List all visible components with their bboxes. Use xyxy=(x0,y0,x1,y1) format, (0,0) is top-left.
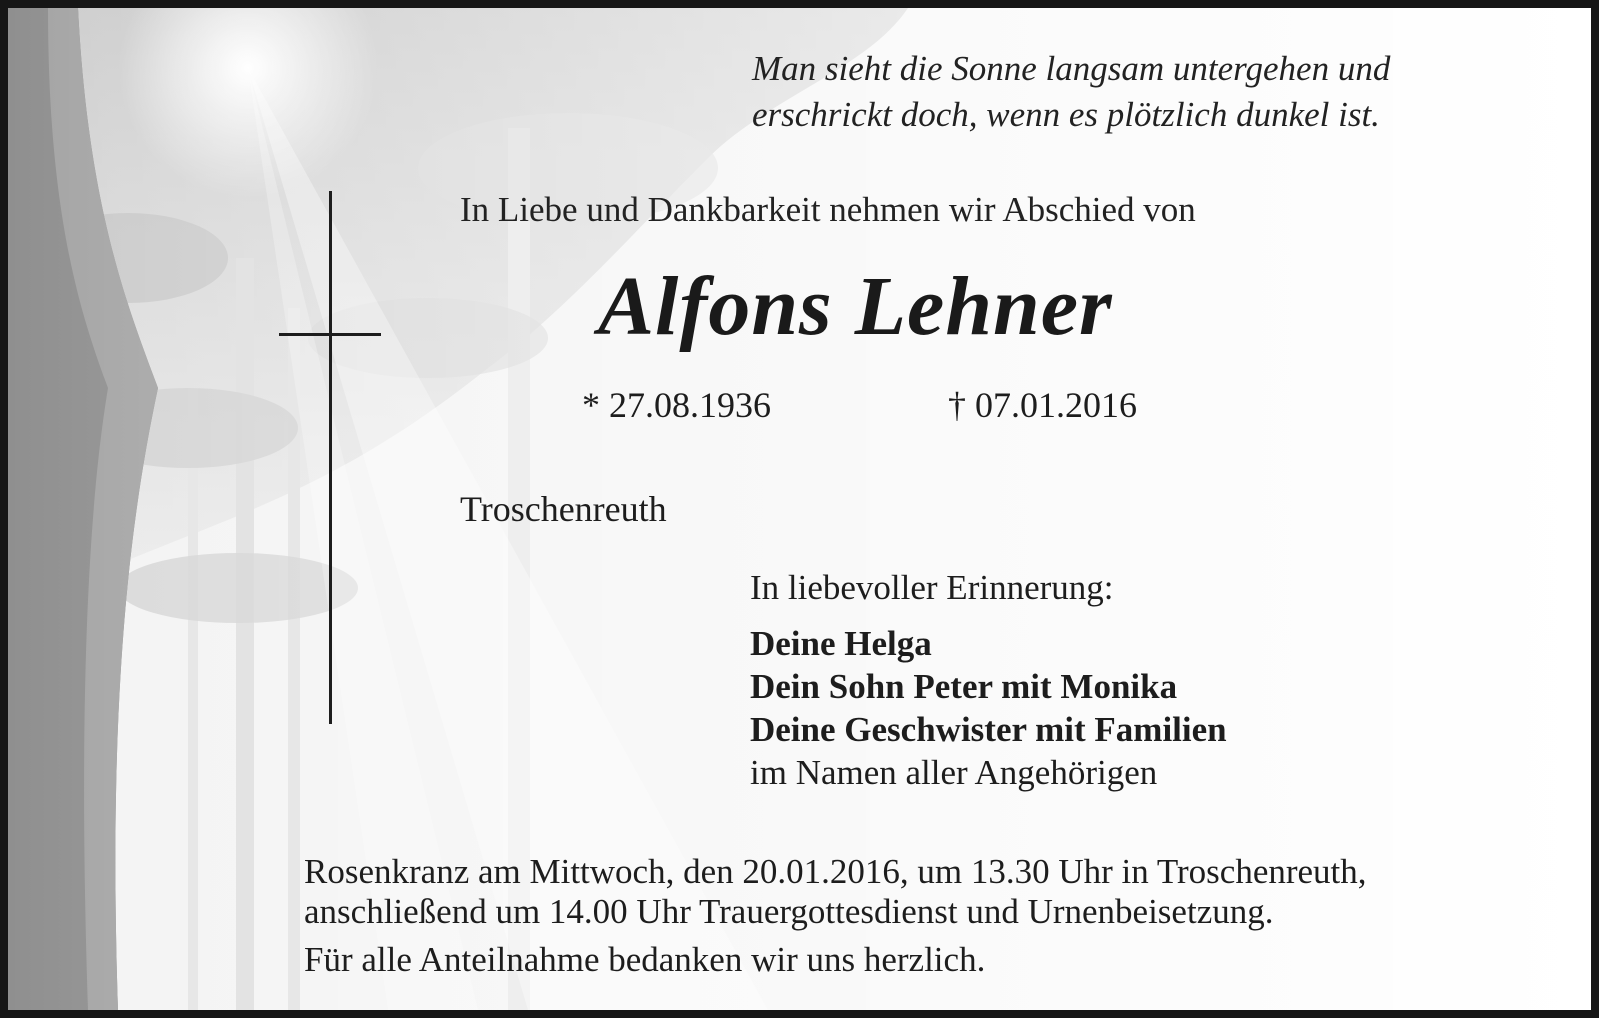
birth-date: * 27.08.1936 xyxy=(582,385,771,425)
poem-line-1: Man sieht die Sonne langsam untergehen und xyxy=(752,49,1391,88)
mourner-line: Deine Geschwister mit Familien xyxy=(750,710,1227,749)
mourner-line: Dein Sohn Peter mit Monika xyxy=(750,667,1178,706)
deceased-name: Alfons Lehner xyxy=(598,260,1113,353)
cross-icon-bar xyxy=(279,333,381,336)
hometown: Troschenreuth xyxy=(460,489,667,529)
poem-line-2: erschrickt doch, wenn es plötzlich dunkel ist. xyxy=(752,95,1380,134)
mourners-list xyxy=(750,622,1227,794)
poem-quote xyxy=(752,46,1390,138)
cross-icon xyxy=(329,191,332,724)
thanks-text: Für alle Anteilnahme bedanken wir uns herzlich. xyxy=(304,940,986,979)
mourner-line: im Namen aller Angehörigen xyxy=(750,753,1158,792)
service-line-2: anschließend um 14.00 Uhr Trauergottesdienst und Urnenbeisetzung. xyxy=(304,892,1274,931)
death-date: † 07.01.2016 xyxy=(948,385,1137,425)
intro-text: In Liebe und Dankbarkeit nehmen wir Abschied von xyxy=(460,190,1196,229)
service-line-1: Rosenkranz am Mittwoch, den 20.01.2016, um 13.30 Uhr in Troschenreuth, xyxy=(304,852,1367,891)
memory-heading: In liebevoller Erinnerung: xyxy=(750,568,1114,607)
mourner-line: Deine Helga xyxy=(750,624,932,663)
service-details xyxy=(304,852,1367,932)
